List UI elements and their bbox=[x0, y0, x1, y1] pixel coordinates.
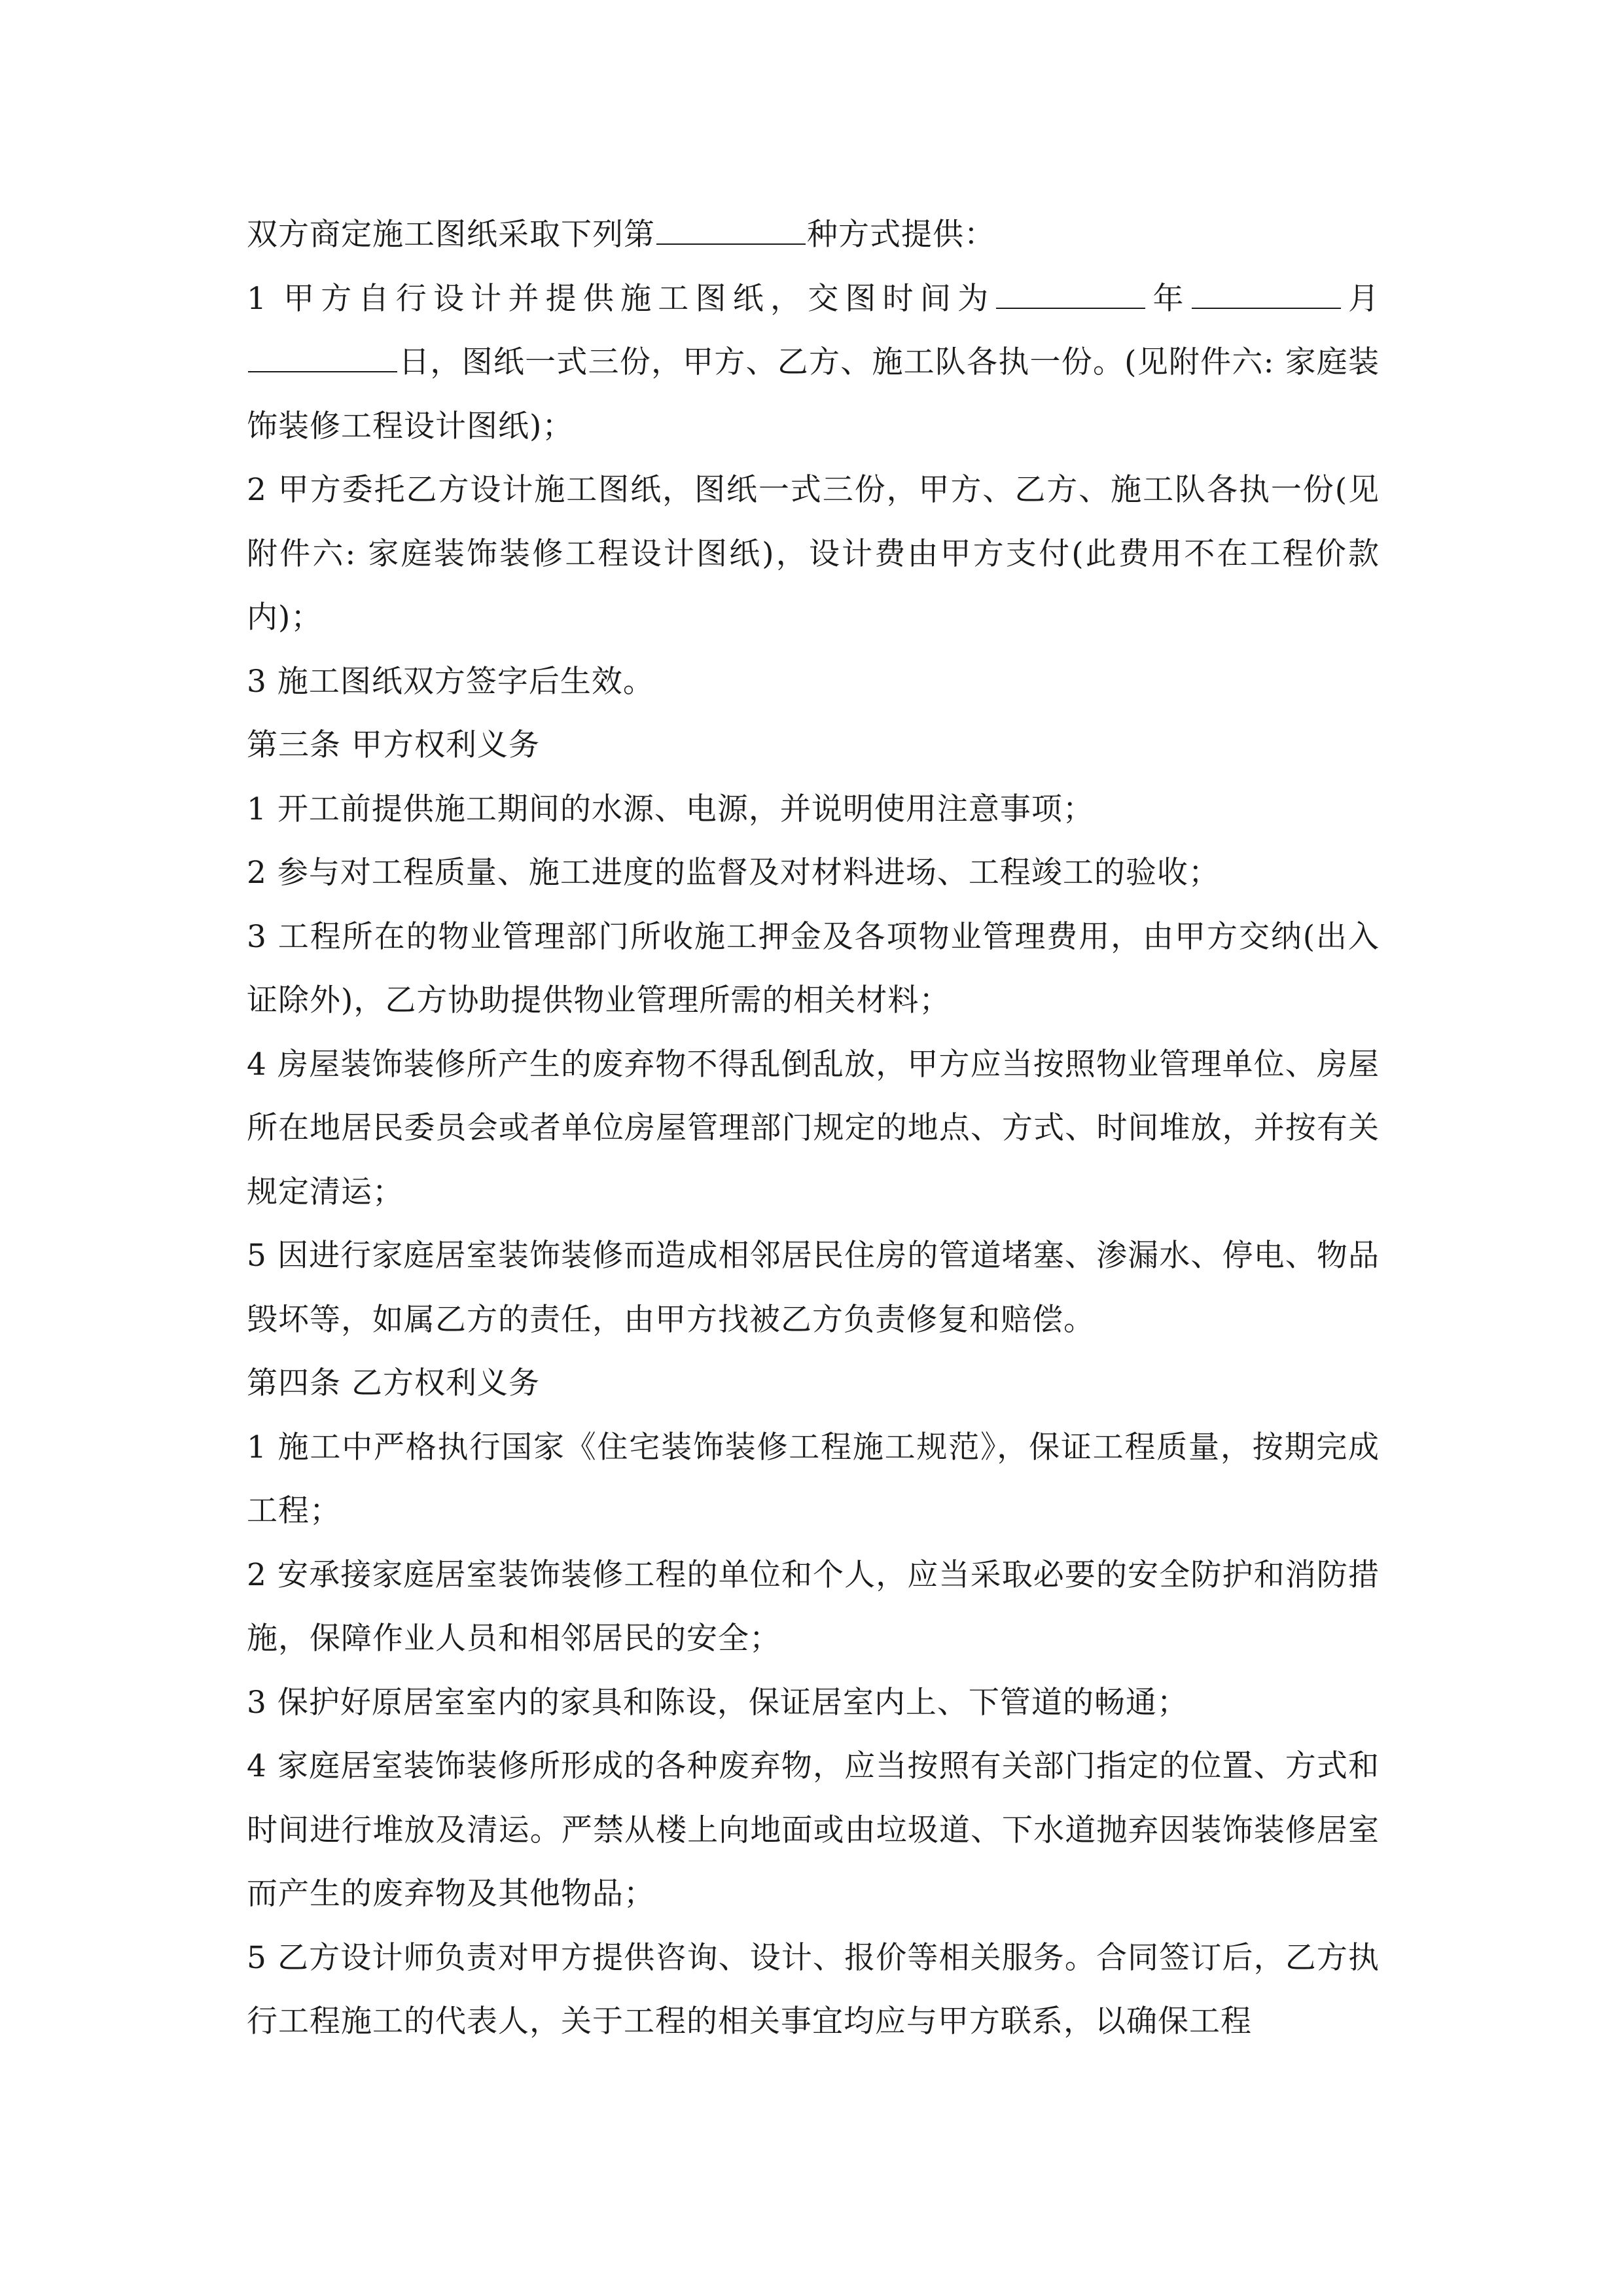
paragraph-article-4-item-4: 4 家庭居室装饰装修所形成的各种废弃物，应当按照有关部门指定的位置、方式和时间进行堆放及清运。严禁从楼上向地面或由垃圾道、下水道抛弃因装饰装修居室而产生的废弃物及其他物品； bbox=[247, 1748, 1380, 1912]
heading-article-3: 第三条 甲方权利义务 bbox=[247, 727, 540, 763]
paragraph-article-3-item-4: 4 房屋装饰装修所产生的废弃物不得乱倒乱放，甲方应当按照物业管理单位、房屋所在地居民委员会或者单位房屋管理部门规定的地点、方式、时间堆放，并按有关规定清运； bbox=[247, 1046, 1380, 1210]
drawing-method-text-start: 双方商定施工图纸采取下列第 bbox=[247, 217, 655, 253]
year-label: 年 bbox=[1147, 280, 1190, 317]
paragraph-drawing-method bbox=[247, 203, 1380, 267]
paragraph-article-3-item-3: 3 工程所在的物业管理部门所收施工押金及各项物业管理费用，由甲方交纳(出入证除外)，乙方协助提供物业管理所需的相关材料； bbox=[247, 918, 1380, 1018]
drawing-method-text-end: 种方式提供： bbox=[807, 217, 995, 253]
self-design-text: 1 甲方自行设计并提供施工图纸，交图时间为 bbox=[247, 280, 995, 317]
self-design-text-rest: 日，图纸一式三份，甲方、乙方、施工队各执一份。(见附件六: 家庭装饰装修工程设计图纸)； bbox=[247, 344, 1380, 444]
paragraph-clause-3-signature: 3 施工图纸双方签字后生效。 bbox=[247, 663, 654, 700]
paragraph-clause-1-self-design bbox=[247, 267, 1380, 459]
paragraph-article-4-item-2: 2 安承接家庭居室装饰装修工程的单位和个人，应当采取必要的安全防护和消防措施，保障作业人员和相邻居民的安全； bbox=[247, 1556, 1380, 1657]
blank-year bbox=[996, 295, 1145, 309]
paragraph-clause-2-commission-design: 2 甲方委托乙方设计施工图纸，图纸一式三份，甲方、乙方、施工队各执一份(见附件六: 家庭装饰装修工程设计图纸)，设计费由甲方支付(此费用不在工程价款内)； bbox=[247, 472, 1380, 636]
blank-day bbox=[248, 358, 397, 372]
paragraph-article-3-item-2: 2 参与对工程质量、施工进度的监督及对材料进场、工程竣工的验收； bbox=[247, 855, 1220, 891]
heading-article-4: 第四条 乙方权利义务 bbox=[247, 1365, 540, 1401]
blank-month bbox=[1192, 295, 1341, 309]
paragraph-article-4-item-5: 5 乙方设计师负责对甲方提供咨询、设计、报价等相关服务。合同签订后，乙方执行工程施工的代表人，关于工程的相关事宜均应与甲方联系，以确保工程 bbox=[247, 1939, 1380, 2039]
blank-method-number bbox=[656, 230, 806, 245]
paragraph-article-4-item-3: 3 保护好原居室室内的家具和陈设，保证居室内上、下管道的畅通； bbox=[247, 1684, 1188, 1721]
paragraph-article-3-item-5: 5 因进行家庭居室装饰装修而造成相邻居民住房的管道堵塞、渗漏水、停电、物品毁坏等，如属乙方的责任，由甲方找被乙方负责修复和赔偿。 bbox=[247, 1238, 1380, 1338]
paragraph-article-4-item-1: 1 施工中严格执行国家《住宅装饰装修工程施工规范》，保证工程质量，按期完成工程； bbox=[247, 1429, 1380, 1529]
document-body bbox=[247, 203, 1380, 2054]
paragraph-article-3-item-1: 1 开工前提供施工期间的水源、电源，并说明使用注意事项； bbox=[247, 791, 1094, 827]
month-label: 月 bbox=[1342, 280, 1380, 317]
